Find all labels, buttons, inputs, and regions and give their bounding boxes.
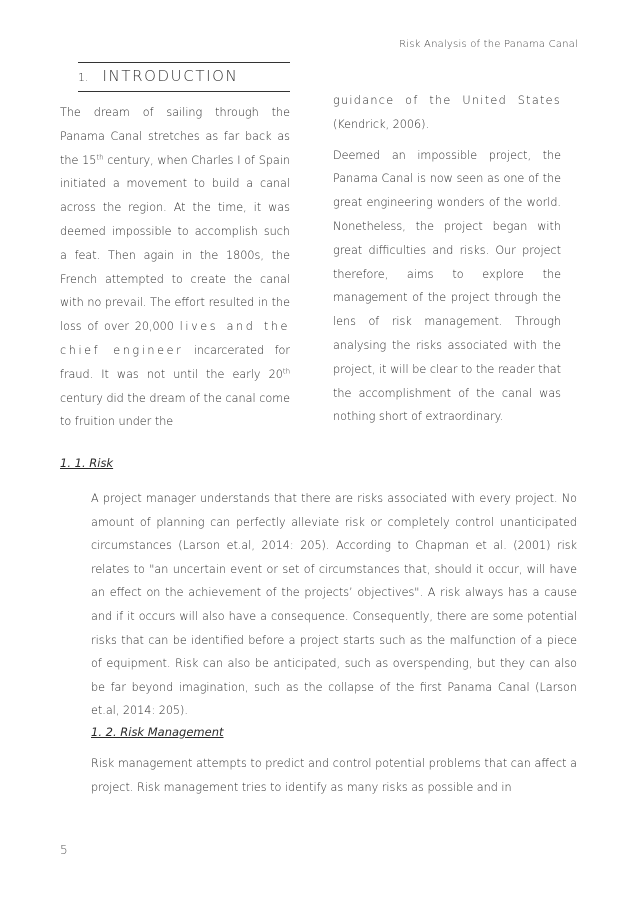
text-line: with great difficulties and risks. Our [333, 219, 561, 257]
subsection-heading-risk: 1. 1. Risk [60, 456, 114, 470]
intro-paragraph-left [60, 101, 290, 434]
section-number: 1. [78, 71, 89, 84]
text-line: affect a project. Risk management tries to identify as many risks as possible and in [91, 757, 577, 794]
text-line: guidance of the United States [333, 94, 561, 107]
intro-paragraph-right-1 [333, 89, 561, 137]
risk-management-body [91, 752, 577, 799]
heading-rule-bottom [78, 91, 290, 92]
text-line: analysing the risks associated with the [333, 338, 561, 352]
heading-rule-top [78, 62, 290, 63]
text-line: (Kendrick, 2006). [333, 117, 430, 131]
text-line-sup: the early 20th century did the dream [60, 367, 291, 405]
text-line: Risk management attempts to predict and control potential problems that can [91, 757, 531, 770]
text-line-sup: as the 15th century, when Charles I of [60, 129, 290, 167]
text-line: project therefore, aims to explore the [333, 243, 561, 281]
risk-paragraph [91, 487, 577, 723]
text-line: unanticipated circumstances (Larson et.al, 2014: 205). According to Chapman et al. [91, 515, 577, 553]
text-line: project, it will be clear to the reader [333, 362, 535, 376]
text-line: A project manager understands that there are risks associated with every project. [91, 492, 558, 505]
text-line: world. Nonetheless, the project began [333, 196, 561, 233]
text-line: occur, will have an effect on the achievement of the projects’ objectives". A risk [91, 562, 577, 600]
text-line: lives and the chief engineer [60, 320, 290, 357]
section-heading-introduction [78, 67, 238, 85]
text-line: was nothing short of extraordinary. [333, 386, 562, 424]
text-line: overspending, but they can also be far beyond imagination, such as the collapse of [91, 657, 577, 694]
text-line: as the malfunction of a piece of equipment. Risk can also be anticipated, such as [91, 633, 577, 671]
text-line: lens of risk management. Through [333, 315, 561, 329]
text-line: incarcerated for fraud. It was not until [60, 343, 290, 381]
running-header: Risk Analysis of the Panama Canal [399, 39, 578, 50]
section-title: INTRODUCTION [102, 67, 239, 85]
text-line: Panama Canal is now seen as one of [333, 172, 539, 186]
text-line: No amount of planning can perfectly alleviate risk or completely control [91, 492, 577, 529]
text-line: (2001) risk relates to "an uncertain event or set of circumstances that, should it [91, 539, 578, 576]
text-line: there are some potential risks that can be identified before a project starts such [91, 609, 578, 647]
text-line: Spain initiated a movement to build a [60, 153, 290, 191]
text-line: canal with no prevail. The effort [60, 272, 290, 310]
intro-left-column [60, 101, 290, 434]
text-line: of the canal come to fruition under the [60, 391, 290, 429]
text-line: management of the project through the [333, 291, 561, 305]
risk-body [91, 487, 577, 723]
subsection-heading-risk-management: 1. 2. Risk Management [91, 725, 224, 739]
text-line: the French attempted to create the [60, 248, 290, 286]
text-line: such a feat. Then again in the 1800s, [60, 224, 290, 262]
text-line: The dream of sailing through the [60, 106, 290, 119]
text-line: Panama Canal stretches as far back [60, 129, 272, 143]
text-line: canal across the region. At the time, it [60, 177, 290, 215]
text-line: resulted in the loss of over 20,000 [60, 296, 290, 334]
text-line: was deemed impossible to accomplish [60, 201, 290, 238]
text-line: that the accomplishment of the canal [333, 362, 561, 400]
page-number: 5 [60, 843, 68, 857]
intro-right-column [333, 89, 561, 429]
text-line: always has a cause and if it occurs will also have a consequence. Consequently, [91, 586, 578, 623]
text-line: Deemed an impossible project, the [333, 148, 561, 162]
risk-management-paragraph [91, 752, 577, 799]
text-line: the great engineering wonders of the [333, 172, 561, 210]
intro-paragraph-right-2 [333, 144, 561, 430]
text-line: the first Panama Canal (Larson et.al, 2014: 205). [91, 680, 577, 718]
